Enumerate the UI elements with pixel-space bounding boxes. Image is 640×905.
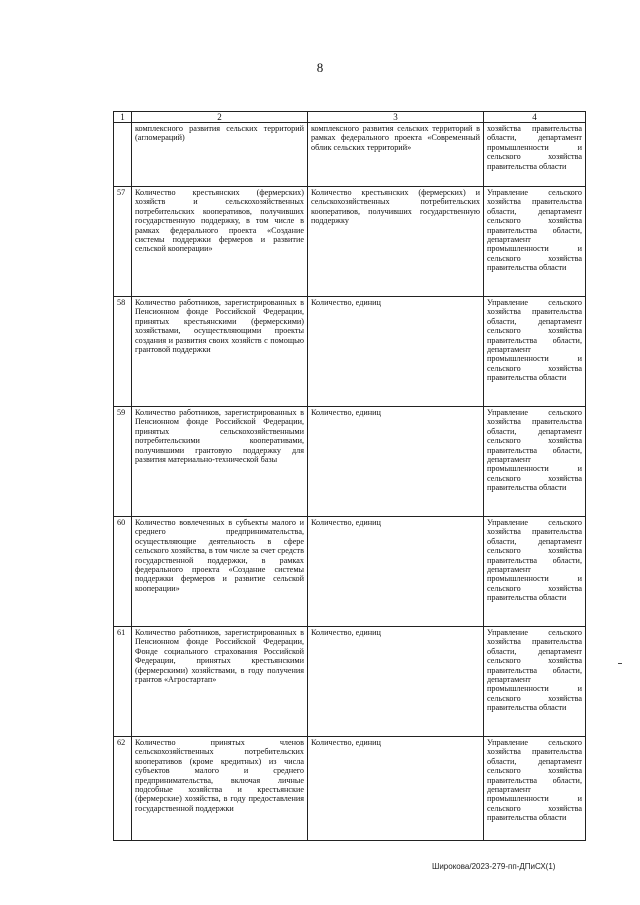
responsible-body: хозяйства правительства области, департамент промышленности и сельского хозяйства правительства области xyxy=(484,123,586,187)
indicator-unit: Количество, единиц xyxy=(308,627,484,737)
column-header: 1 xyxy=(114,112,132,123)
table-row xyxy=(114,407,586,517)
table-row xyxy=(114,517,586,627)
responsible-body: Управление сельского хозяйства правительства области, департамент сельского хозяйства правительства области, департамент промышленности и сельского хозяйства правительства области xyxy=(484,517,586,627)
indicator-unit: комплексного развития сельских территорий в рамках федерального проекта «Современный облик сельских территорий» xyxy=(308,123,484,187)
indicator-name: Количество работников, зарегистрированных в Пенсионном фонде Российской Федерации, принятых сельскохозяйственными потребительскими кооперативами, получившими грантовую поддержку для развития материально-технической базы xyxy=(132,407,308,517)
indicators-table xyxy=(113,111,586,841)
indicator-unit: Количество, единиц xyxy=(308,297,484,407)
row-number: 62 xyxy=(114,737,132,841)
indicator-unit: Количество, единиц xyxy=(308,517,484,627)
responsible-body: Управление сельского хозяйства правительства области, департамент сельского хозяйства правительства области, департамент промышленности и сельского хозяйства правительства области xyxy=(484,187,586,297)
responsible-body: Управление сельского хозяйства правительства области, департамент сельского хозяйства правительства области, департамент промышленности и сельского хозяйства правительства области xyxy=(484,737,586,841)
table-row xyxy=(114,123,586,187)
table-row xyxy=(114,187,586,297)
indicator-name: Количество принятых членов сельскохозяйственных потребительских кооперативов (кроме кредитных) из числа субъектов малого и среднего предпринимательства, включая личные подсобные хозяйства и крестьянские (фермерские) хозяйства, в году предоставления государственной поддержки xyxy=(132,737,308,841)
row-number: 59 xyxy=(114,407,132,517)
indicator-name: комплексного развития сельских территорий (агломераций) xyxy=(132,123,308,187)
table-row xyxy=(114,297,586,407)
row-number: 57 xyxy=(114,187,132,297)
row-number: 58 xyxy=(114,297,132,407)
indicator-name: Количество работников, зарегистрированных в Пенсионном фонде Российской Федерации, Фонде социального страхования Российской Федерации, принятых крестьянскими (фермерскими) хозяйствами, в году получения грантов «Агростартап» xyxy=(132,627,308,737)
table-row xyxy=(114,737,586,841)
indicator-unit: Количество, единиц xyxy=(308,407,484,517)
table-header-row xyxy=(114,112,586,123)
responsible-body: Управление сельского хозяйства правительства области, департамент сельского хозяйства правительства области, департамент промышленности и сельского хозяйства правительства области xyxy=(484,297,586,407)
responsible-body: Управление сельского хозяйства правительства области, департамент сельского хозяйства правительства области, департамент промышленности и сельского хозяйства правительства области xyxy=(484,627,586,737)
column-header: 3 xyxy=(308,112,484,123)
row-number xyxy=(114,123,132,187)
indicator-unit: Количество крестьянских (фермерских) и сельскохозяйственных потребительских кооперативов, получивших государственную поддержку xyxy=(308,187,484,297)
row-number: 60 xyxy=(114,517,132,627)
indicator-name: Количество крестьянских (фермерских) хозяйств и сельскохозяйственных потребительских кооперативов, получивших государственную поддержку, в том числе в рамках федерального проекта «Создание системы поддержки фермеров и развитие сельской кооперации» xyxy=(132,187,308,297)
responsible-body: Управление сельского хозяйства правительства области, департамент сельского хозяйства правительства области, департамент промышленности и сельского хозяйства правительства области xyxy=(484,407,586,517)
document-footer: Широкова/2023-279-пп-ДПиСХ(1) xyxy=(432,862,556,871)
table-row xyxy=(114,627,586,737)
column-header: 2 xyxy=(132,112,308,123)
indicator-name: Количество вовлеченных в субъекты малого и среднего предпринимательства, осуществляющие деятельность в сфере сельского хозяйства, в том числе за счет средств государственной поддержки, в рамках федерального проекта «Создание системы поддержки фермеров и развитие сельской кооперации» xyxy=(132,517,308,627)
page-number: 8 xyxy=(316,60,324,75)
row-number: 61 xyxy=(114,627,132,737)
indicator-unit: Количество, единиц xyxy=(308,737,484,841)
margin-mark xyxy=(618,663,622,664)
column-header: 4 xyxy=(484,112,586,123)
indicator-name: Количество работников, зарегистрированных в Пенсионном фонде Российской Федерации, принятых крестьянскими (фермерскими) хозяйствами, осуществляющими проекты создания и развития своих хозяйств с помощью грантовой поддержки xyxy=(132,297,308,407)
